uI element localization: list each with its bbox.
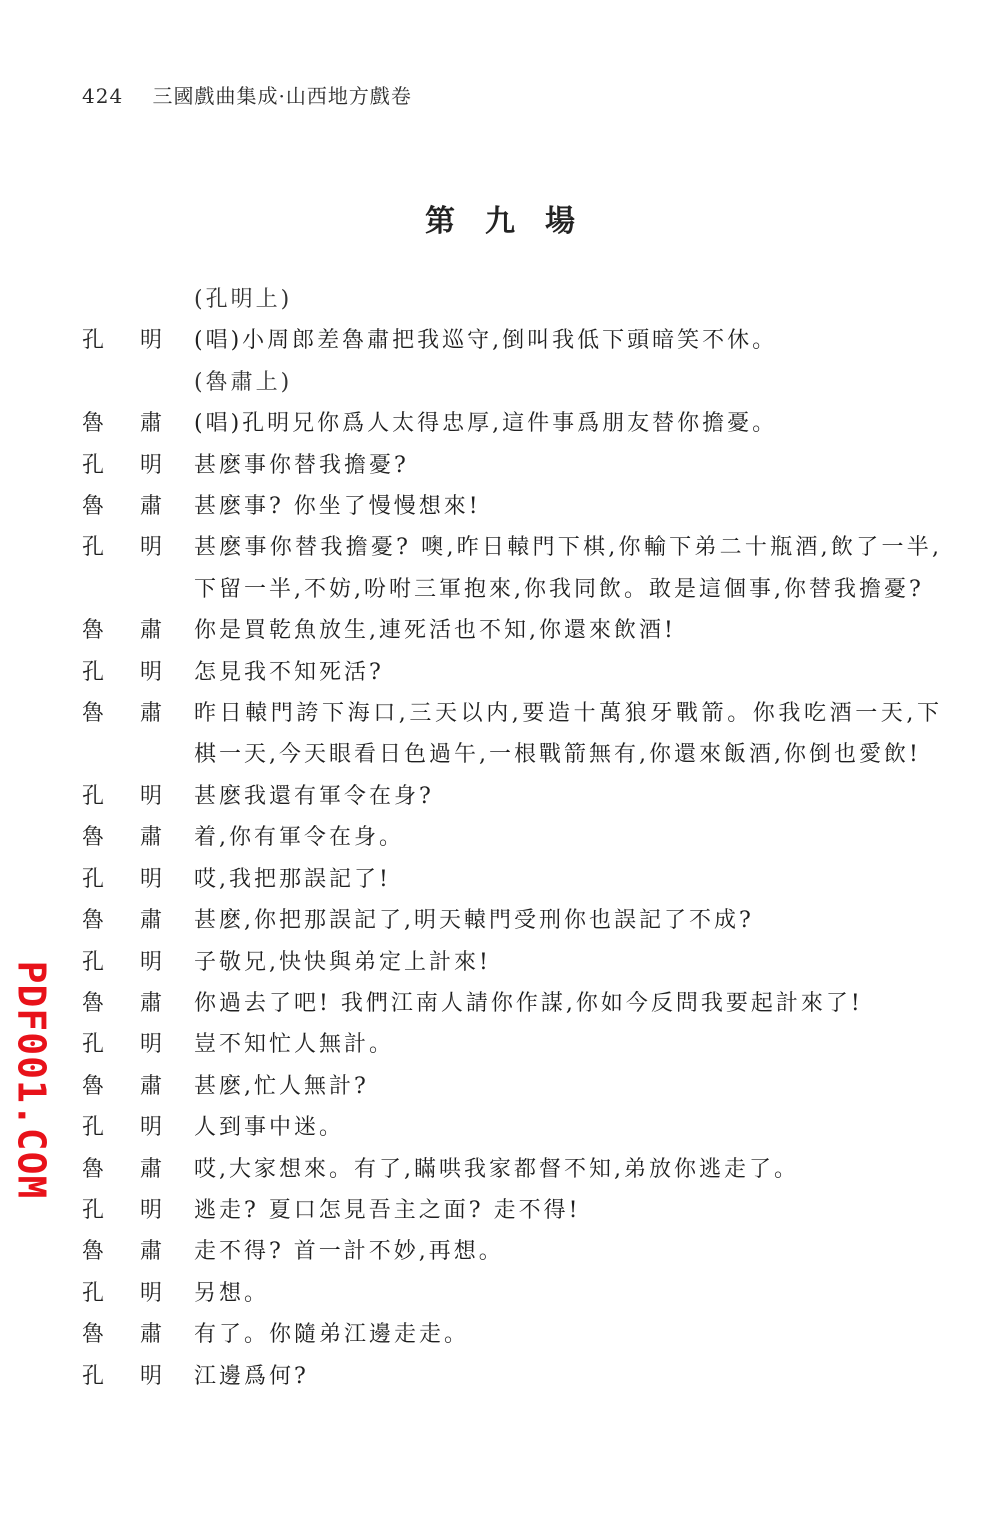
speaker-label: 魯 肅 <box>82 1322 162 1348</box>
dialogue-line <box>82 1314 942 1355</box>
dialogue-text: 豈不知忙人無計。 <box>194 1032 395 1058</box>
speaker-name <box>82 1273 194 1314</box>
stage-direction <box>82 362 942 403</box>
speaker-label: 孔 明 <box>82 783 162 809</box>
speaker-name <box>82 527 194 610</box>
speaker-name <box>82 693 194 776</box>
dialogue-line <box>82 817 942 858</box>
dialogue-text: 怎見我不知死活? <box>194 659 384 685</box>
speaker-label: 魯 肅 <box>82 411 162 437</box>
speaker-name <box>82 1314 194 1355</box>
dialogue-line <box>82 859 942 900</box>
watermark <box>8 955 54 1205</box>
dialogue-line <box>82 776 942 817</box>
speaker-name <box>82 900 194 941</box>
dialogue-text: 甚麽事你替我擔憂? <box>194 452 409 478</box>
dialogue-text: 昨日轅門誇下海口,三天以内,要造十萬狼牙戰箭。你我吃酒一天,下棋一天,今天眼看日色過午,一根戰箭無有,你還來飯酒,你倒也愛飲! <box>194 701 942 768</box>
dialogue-line <box>82 942 942 983</box>
watermark-text: PDF001.COM <box>9 960 53 1200</box>
speaker-name <box>82 279 194 320</box>
dialogue-line <box>82 900 942 941</box>
dialogue-line <box>82 1149 942 1190</box>
dialogue-text: 甚麽,忙人無計? <box>194 1073 369 1099</box>
speaker-label: 魯 肅 <box>82 1073 162 1099</box>
dialogue-text: 江邊爲何? <box>194 1363 309 1389</box>
scene-title: 第九場 <box>425 204 605 239</box>
speaker-label: 孔 明 <box>82 659 162 685</box>
dialogue-text: (唱)小周郎差魯肅把我巡守,倒叫我低下頭暗笑不休。 <box>194 328 778 354</box>
speaker-name <box>82 610 194 651</box>
speaker-label: 魯 肅 <box>82 908 162 934</box>
dialogue-text: 着,你有軍令在身。 <box>194 825 404 851</box>
speaker-label: 孔 明 <box>82 1363 162 1389</box>
speaker-name <box>82 445 194 486</box>
dialogue-line <box>82 693 942 776</box>
dialogue-text: 哎,我把那誤記了! <box>194 866 391 892</box>
speaker-name <box>82 983 194 1024</box>
stage-direction-text: (魯肅上) <box>194 369 293 395</box>
speaker-name <box>82 859 194 900</box>
speaker-name <box>82 776 194 817</box>
speaker-label: 魯 肅 <box>82 1156 162 1182</box>
dialogue-line <box>82 445 942 486</box>
dialogue-line <box>82 486 942 527</box>
dialogue-text: (唱)孔明兄你爲人太得忠厚,這件事爲朋友替你擔憂。 <box>194 411 778 437</box>
speaker-label: 魯 肅 <box>82 825 162 851</box>
dialogue-text: 逃走? 夏口怎見吾主之面? 走不得! <box>194 1197 581 1223</box>
page-header <box>82 80 412 109</box>
speaker-name <box>82 403 194 444</box>
speaker-label: 孔 明 <box>82 328 162 354</box>
dialogue-line <box>82 403 942 444</box>
book-title: 三國戲曲集成·山西地方戲卷 <box>152 84 412 108</box>
speaker-name <box>82 1356 194 1397</box>
speaker-label: 魯 肅 <box>82 1239 162 1265</box>
script-body <box>82 279 942 1397</box>
dialogue-line <box>82 652 942 693</box>
speaker-label: 魯 肅 <box>82 701 162 727</box>
speaker-name <box>82 1231 194 1272</box>
dialogue-text: 走不得? 首一計不妙,再想。 <box>194 1239 504 1265</box>
dialogue-text: 甚麽事你替我擔憂? 噢,昨日轅門下棋,你輸下弟二十瓶酒,飲了一半,下留一半,不妨,吩咐三軍抱來,你我同飲。敢是這個事,你替我擔憂? <box>194 535 942 602</box>
dialogue-line <box>82 1231 942 1272</box>
stage-direction-text: (孔明上) <box>194 287 293 312</box>
speaker-label: 孔 明 <box>82 1032 162 1058</box>
dialogue-text: 哎,大家想來。有了,瞞哄我家都督不知,弟放你逃走了。 <box>194 1156 799 1182</box>
dialogue-text: 你過去了吧! 我們江南人請你作謀,你如今反問我要起計來了! <box>194 990 863 1016</box>
speaker-label: 魯 肅 <box>82 990 162 1016</box>
speaker-name <box>82 320 194 361</box>
speaker-label: 孔 明 <box>82 535 162 561</box>
dialogue-line <box>82 320 942 361</box>
dialogue-line <box>82 1356 942 1397</box>
dialogue-text: 有了。你隨弟江邊走走。 <box>194 1322 470 1348</box>
dialogue-line <box>82 1066 942 1107</box>
speaker-name <box>82 1107 194 1148</box>
speaker-name <box>82 1024 194 1065</box>
page-number: 424 <box>82 84 124 108</box>
dialogue-line <box>82 1273 942 1314</box>
dialogue-line <box>82 983 942 1024</box>
speaker-name <box>82 942 194 983</box>
stage-direction <box>82 279 942 320</box>
dialogue-line <box>82 527 942 610</box>
dialogue-text: 甚麽事? 你坐了慢慢想來! <box>194 494 481 520</box>
dialogue-text: 人到事中迷。 <box>194 1115 345 1141</box>
speaker-name <box>82 362 194 403</box>
speaker-name <box>82 817 194 858</box>
speaker-label: 魯 肅 <box>82 618 162 644</box>
dialogue-text: 另想。 <box>194 1280 270 1306</box>
dialogue-text: 你是買乾魚放生,連死活也不知,你還來飲酒! <box>194 618 676 644</box>
speaker-label: 孔 明 <box>82 866 162 892</box>
speaker-name <box>82 1190 194 1231</box>
speaker-name <box>82 1149 194 1190</box>
speaker-label: 孔 明 <box>82 1197 162 1223</box>
dialogue-line <box>82 610 942 651</box>
dialogue-line <box>82 1024 942 1065</box>
speaker-label: 孔 明 <box>82 1280 162 1306</box>
speaker-label: 孔 明 <box>82 1115 162 1141</box>
dialogue-text: 甚麽我還有軍令在身? <box>194 783 434 809</box>
dialogue-text: 甚麽,你把那誤記了,明天轅門受刑你也誤記了不成? <box>194 908 754 934</box>
speaker-label: 魯 肅 <box>82 494 162 520</box>
dialogue-line <box>82 1107 942 1148</box>
speaker-label: 孔 明 <box>82 452 162 478</box>
speaker-name <box>82 1066 194 1107</box>
dialogue-text: 子敬兄,快快與弟定上計來! <box>194 949 491 975</box>
speaker-name <box>82 652 194 693</box>
speaker-name <box>82 486 194 527</box>
speaker-label: 孔 明 <box>82 949 162 975</box>
dialogue-line <box>82 1190 942 1231</box>
